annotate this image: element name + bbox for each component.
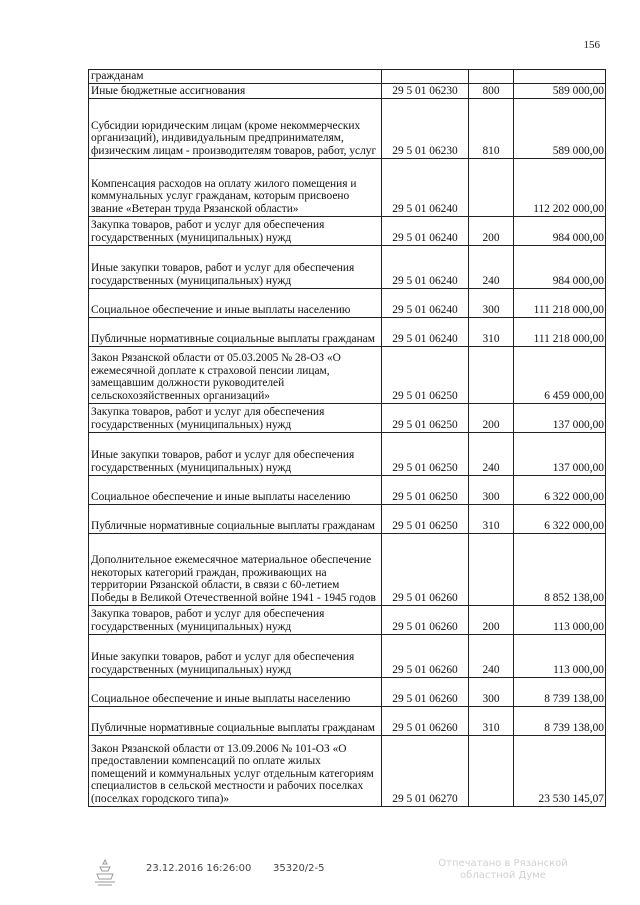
row-code: 29 5 01 06260 [382, 706, 469, 735]
row-amount: 23 530 145,07 [514, 735, 606, 806]
row-name: Публичные нормативные социальные выплаты гражданам [89, 706, 382, 735]
row-name: Субсидии юридическим лицам (кроме некоммерческих организаций), индивидуальным предпринимателям, физическим лицам - производителям товаров, работ, услуг [89, 98, 382, 158]
table-row [89, 216, 606, 245]
row-vr: 200 [469, 403, 514, 432]
row-name: Иные закупки товаров, работ и услуг для обеспечения государственных (муниципальных) нужд [89, 432, 382, 475]
footer-watermark: Отпечатано в Рязанской областной Думе [438, 858, 568, 881]
row-vr: 300 [469, 288, 514, 317]
table-row [89, 432, 606, 475]
row-code: 29 5 01 06250 [382, 475, 469, 504]
row-vr [469, 70, 514, 84]
table-row [89, 288, 606, 317]
row-amount: 113 000,00 [514, 605, 606, 634]
row-name: Социальное обеспечение и иные выплаты населению [89, 288, 382, 317]
row-amount: 8 852 138,00 [514, 533, 606, 605]
row-name: Закупка товаров, работ и услуг для обеспечения государственных (муниципальных) нужд [89, 216, 382, 245]
row-vr: 240 [469, 432, 514, 475]
footer-document-number: 35320/2-5 [273, 863, 325, 874]
row-name: Иные закупки товаров, работ и услуг для обеспечения государственных (муниципальных) нужд [89, 634, 382, 677]
row-amount: 984 000,00 [514, 245, 606, 288]
budget-table [88, 69, 606, 807]
row-vr: 310 [469, 706, 514, 735]
row-vr [469, 533, 514, 605]
row-amount: 6 459 000,00 [514, 346, 606, 403]
row-vr [469, 346, 514, 403]
row-code: 29 5 01 06250 [382, 346, 469, 403]
row-vr: 240 [469, 634, 514, 677]
table-row [89, 70, 606, 84]
table-row [89, 158, 606, 216]
row-amount: 111 218 000,00 [514, 288, 606, 317]
row-name: Публичные нормативные социальные выплаты гражданам [89, 504, 382, 533]
row-vr [469, 735, 514, 806]
table-row [89, 735, 606, 806]
row-amount: 6 322 000,00 [514, 504, 606, 533]
footer-date: 23.12.2016 16:26:00 [146, 863, 252, 874]
row-amount: 6 322 000,00 [514, 475, 606, 504]
table-row [89, 634, 606, 677]
table-row [89, 475, 606, 504]
row-vr: 300 [469, 677, 514, 706]
row-name: Социальное обеспечение и иные выплаты населению [89, 677, 382, 706]
row-code: 29 5 01 06250 [382, 403, 469, 432]
row-code: 29 5 01 06260 [382, 634, 469, 677]
row-code: 29 5 01 06260 [382, 677, 469, 706]
row-amount: 113 000,00 [514, 634, 606, 677]
row-name: Закупка товаров, работ и услуг для обеспечения государственных (муниципальных) нужд [89, 605, 382, 634]
row-code: 29 5 01 06250 [382, 432, 469, 475]
row-vr: 240 [469, 245, 514, 288]
row-amount [514, 70, 606, 84]
table-row [89, 504, 606, 533]
row-code: 29 5 01 06240 [382, 317, 469, 346]
row-vr: 310 [469, 317, 514, 346]
row-amount: 111 218 000,00 [514, 317, 606, 346]
row-code: 29 5 01 06240 [382, 245, 469, 288]
table-row [89, 706, 606, 735]
row-name: гражданам [89, 70, 382, 84]
row-code: 29 5 01 06260 [382, 533, 469, 605]
page-number: 156 [583, 39, 600, 51]
row-amount: 137 000,00 [514, 432, 606, 475]
row-name: Иные бюджетные ассигнования [89, 83, 382, 98]
table-row [89, 346, 606, 403]
row-code: 29 5 01 06230 [382, 83, 469, 98]
row-amount: 589 000,00 [514, 98, 606, 158]
page-footer [0, 858, 640, 898]
row-name: Публичные нормативные социальные выплаты гражданам [89, 317, 382, 346]
emblem-icon [92, 858, 118, 888]
row-vr: 310 [469, 504, 514, 533]
row-code: 29 5 01 06230 [382, 98, 469, 158]
row-name: Социальное обеспечение и иные выплаты населению [89, 475, 382, 504]
table-row [89, 533, 606, 605]
row-amount: 137 000,00 [514, 403, 606, 432]
row-name: Иные закупки товаров, работ и услуг для обеспечения государственных (муниципальных) нужд [89, 245, 382, 288]
row-vr: 200 [469, 605, 514, 634]
row-code: 29 5 01 06240 [382, 216, 469, 245]
row-code: 29 5 01 06260 [382, 605, 469, 634]
row-code: 29 5 01 06250 [382, 504, 469, 533]
table-row [89, 677, 606, 706]
row-vr: 300 [469, 475, 514, 504]
row-name: Дополнительное ежемесячное материальное обеспечение некоторых категорий граждан, проживающих на территории Рязанской области, в связи с 60-летием Победы в Великой Отечественной войне 1941 - 1945 годов [89, 533, 382, 605]
row-vr: 810 [469, 98, 514, 158]
row-name: Закон Рязанской области от 05.03.2005 № 28-ОЗ «О ежемесячной доплате к страховой пенсии лицам, замещавшим должности руководителей сельскохозяйственных организаций» [89, 346, 382, 403]
table-row [89, 605, 606, 634]
row-name: Закон Рязанской области от 13.09.2006 № 101-ОЗ «О предоставлении компенсаций по оплате жилых помещений и коммунальных услуг отдельным категориям специалистов в сельской местности и рабочих поселках (поселках городского типа)» [89, 735, 382, 806]
row-amount: 589 000,00 [514, 83, 606, 98]
row-vr [469, 158, 514, 216]
row-amount: 984 000,00 [514, 216, 606, 245]
table-row [89, 98, 606, 158]
row-amount: 8 739 138,00 [514, 677, 606, 706]
table-row [89, 83, 606, 98]
row-code: 29 5 01 06240 [382, 158, 469, 216]
row-vr: 200 [469, 216, 514, 245]
table-row [89, 317, 606, 346]
row-name: Компенсация расходов на оплату жилого помещения и коммунальных услуг гражданам, которым присвоено звание «Ветеран труда Рязанской области» [89, 158, 382, 216]
row-name: Закупка товаров, работ и услуг для обеспечения государственных (муниципальных) нужд [89, 403, 382, 432]
row-amount: 8 739 138,00 [514, 706, 606, 735]
table-row [89, 403, 606, 432]
row-code [382, 70, 469, 84]
row-code: 29 5 01 06270 [382, 735, 469, 806]
table-row [89, 245, 606, 288]
row-code: 29 5 01 06240 [382, 288, 469, 317]
row-amount: 112 202 000,00 [514, 158, 606, 216]
row-vr: 800 [469, 83, 514, 98]
